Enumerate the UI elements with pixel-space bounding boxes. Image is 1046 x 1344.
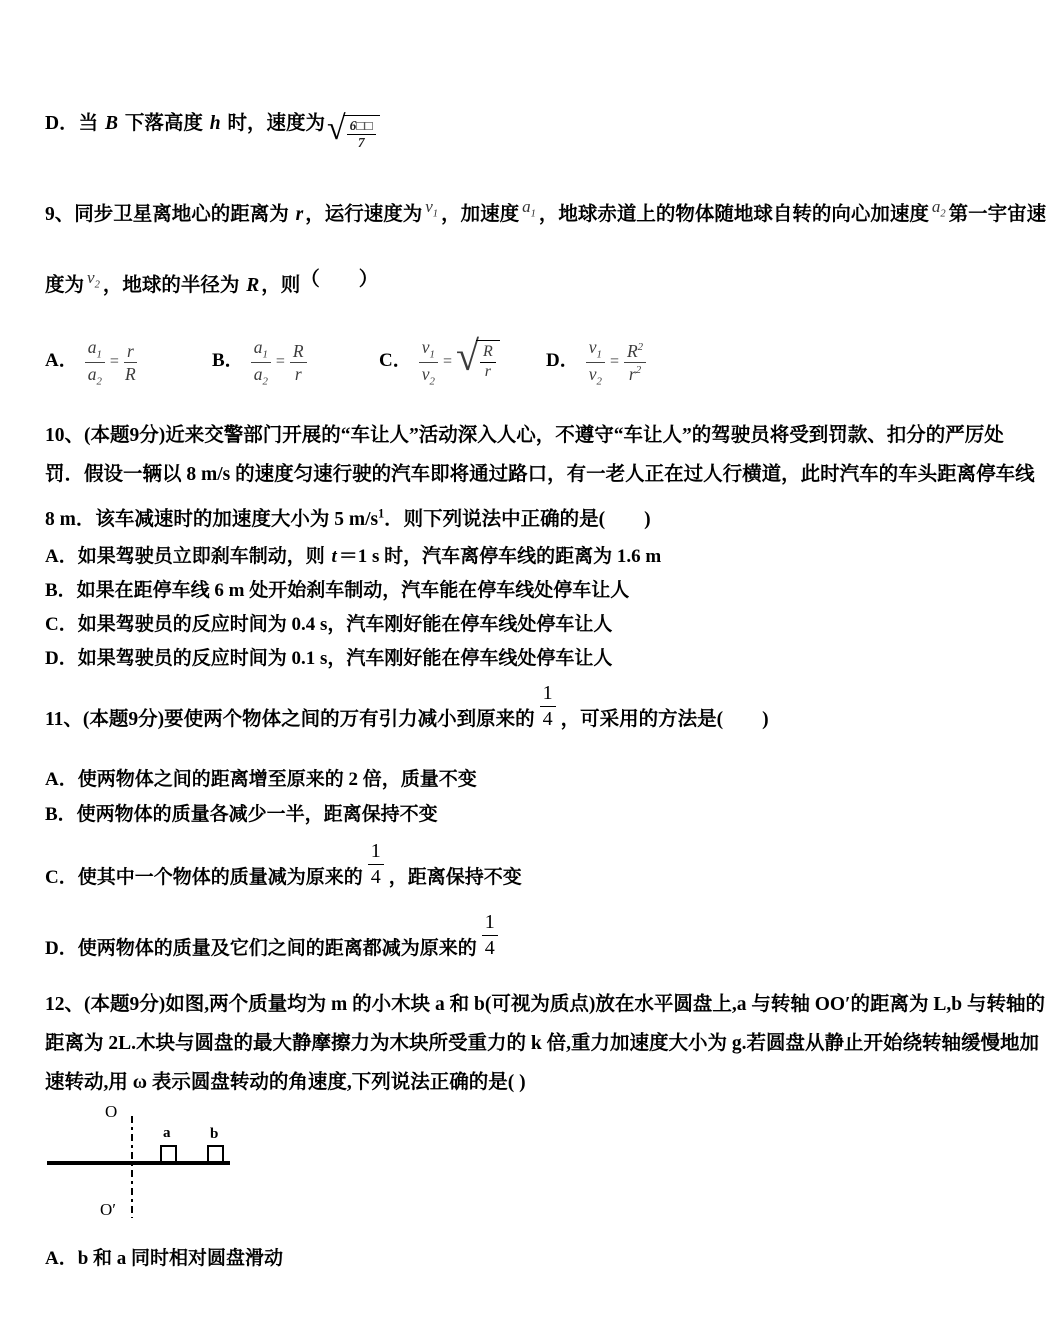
text-segment: 10、(本题9分)近来交警部门开展的“车让人”活动深入人心，不遵守“车让人”的驾驶员将受到罚款、扣分的严厉处: [45, 424, 1004, 446]
question-8-option-d: [45, 107, 912, 150]
question-11-option-b: [45, 800, 912, 829]
question-9-text-line-2: [45, 269, 912, 310]
square-root-expression: √ R r: [456, 340, 500, 381]
text-segment: =: [275, 353, 285, 371]
fraction: $\frac{r}{R}$: [124, 341, 136, 385]
question-9-option-b: [212, 337, 379, 388]
text-segment: $v_2$: [87, 268, 100, 291]
fraction: $\frac{R^2}{r^2}$: [624, 341, 646, 384]
block-b-label: b: [210, 1126, 219, 1143]
question-10-text-line-2: [45, 458, 1035, 492]
text-segment: =: [109, 353, 119, 371]
fraction: $\frac{a_1}{a_2}$: [85, 337, 105, 388]
text-segment: ，加速度: [441, 204, 520, 226]
question-10-option-a: [45, 542, 912, 571]
question-12-diagram: [47, 1104, 297, 1236]
text-segment: 下落高度: [119, 113, 208, 134]
question-10-text-line-3: [45, 497, 912, 538]
fraction: $\frac{1}{4}$: [540, 682, 556, 731]
question-11-option-a: [45, 765, 912, 794]
text-segment: 度为: [45, 275, 85, 297]
text-segment: B．如果在距停车线 6 m 处开始刹车制动，汽车能在停车线处停车让人: [45, 580, 630, 602]
question-10-option-d: [45, 644, 912, 673]
text-segment: =: [442, 353, 452, 371]
text-segment: $a_2$: [931, 197, 946, 220]
text-segment: 8 m．该车减速时的加速度大小为 5 $m/s^1$．则下列说法中正确的是( ): [45, 506, 651, 531]
fraction: $\frac{1}{4}$: [482, 911, 498, 960]
text-segment: A．: [45, 350, 78, 372]
question-9-text-line-1: [45, 197, 1046, 239]
text-segment: ，可采用的方法是( ): [560, 709, 769, 731]
text-segment: B．使两物体的质量各减少一半，距离保持不变: [45, 804, 438, 826]
text-segment: ＝1 s 时，汽车离停车线的距离为 1.6 m: [338, 546, 662, 568]
question-11-text: [45, 682, 912, 737]
text-segment: ，地球的半径为: [102, 275, 245, 297]
text-segment: 速转动,用 ω 表示圆盘转动的角速度,下列说法正确的是( ): [45, 1072, 526, 1094]
question-9-option-d: [546, 337, 713, 388]
radical-sign: √: [327, 110, 346, 147]
radical-sign: √: [455, 334, 480, 381]
text-segment: 罚．假设一辆以 8 m/s 的速度匀速行驶的汽车即将通过路口，有一老人正在过人行横道，此时汽车的车头距离停车线: [45, 463, 1035, 485]
disk-surface-line: [47, 1161, 230, 1165]
rotation-axis-dashed-line: [131, 1116, 133, 1218]
text-segment: C．如果驾驶员的反应时间为 0.4 s，汽车刚好能在停车线处停车让人: [45, 614, 613, 636]
text-segment: A．b 和 a 同时相对圆盘滑动: [45, 1248, 284, 1270]
question-10-option-b: [45, 576, 912, 605]
question-9-option-a: [45, 337, 212, 388]
text-segment: 9、同步卫星离地心的距离为: [45, 204, 294, 226]
fraction: $\frac{R}{r}$: [290, 341, 307, 384]
question-11-option-d: [45, 911, 912, 963]
text-segment: （ ）: [300, 269, 379, 291]
block-b-square: [207, 1145, 224, 1163]
text-segment: B．: [212, 350, 244, 372]
block-a-square: [160, 1145, 177, 1163]
text-segment: A．如果驾驶员立即刹车制动，则: [45, 546, 330, 568]
question-12-option-a: [45, 1244, 912, 1273]
fraction: $\frac{a_1}{a_2}$: [251, 337, 271, 388]
question-10-text-line-1: [45, 419, 1004, 453]
fraction: $\frac{1}{4}$: [368, 840, 384, 889]
text-segment: ，则: [261, 275, 301, 297]
question-11-option-c: [45, 840, 912, 892]
text-segment: 11、(本题9分)要使两个物体之间的万有引力减小到原来的: [45, 709, 535, 731]
text-segment: D．使两物体的质量及它们之间的距离都减为原来的: [45, 938, 477, 960]
text-segment: =: [609, 353, 619, 371]
fraction: $\frac{v_1}{v_2}$: [586, 337, 605, 388]
question-12-text-line-1: [45, 988, 1045, 1022]
text-segment: C．: [379, 350, 412, 372]
text-segment: h: [209, 113, 221, 134]
block-a-label: a: [163, 1125, 171, 1142]
question-10-options: [45, 542, 912, 673]
text-segment: A．使两物体之间的距离增至原来的 2 倍，质量不变: [45, 769, 477, 791]
fraction: $\frac{v_1}{v_2}$: [419, 337, 438, 388]
axis-label-o-prime: O′: [100, 1200, 116, 1220]
question-12-text-line-2: [45, 1027, 1039, 1061]
text-segment: $v_1$: [425, 197, 439, 220]
text-segment: r: [295, 204, 304, 226]
square-root-expression: √ 6□□ 7: [327, 115, 380, 150]
axis-label-o: O: [105, 1102, 118, 1122]
text-segment: C．使其中一个物体的质量减为原来的: [45, 867, 363, 889]
text-segment: R: [246, 275, 260, 297]
text-segment: 距离为 2L.木块与圆盘的最大静摩擦力为木块所受重力的 k 倍,重力加速度大小为 g.若圆盘从静止开始绕转轴缓慢地加: [45, 1033, 1039, 1055]
text-segment: $a_1$: [522, 197, 536, 220]
text-segment: D．: [546, 350, 579, 372]
question-12-text-line-3: [45, 1066, 912, 1100]
text-segment: 时，速度为: [222, 113, 325, 134]
text-segment: t: [331, 546, 337, 568]
question-9-options-row: [45, 331, 912, 395]
text-segment: D．当: [45, 113, 103, 134]
text-segment: ，运行速度为: [305, 204, 423, 226]
text-segment: D．如果驾驶员的反应时间为 0.1 s，汽车刚好能在停车线处停车让人: [45, 648, 613, 670]
text-segment: 第一宇宙速: [948, 204, 1046, 226]
text-segment: ，距离保持不变: [388, 867, 522, 889]
text-segment: B: [104, 113, 118, 134]
text-segment: 12、(本题9分)如图,两个质量均为 m 的小木块 a 和 b(可视为质点)放在水平圆盘上,a 与转轴 OO′的距离为 L,b 与转轴的: [45, 994, 1045, 1016]
question-9-option-c: [379, 334, 546, 388]
text-segment: ，地球赤道上的物体随地球自转的向心加速度: [538, 204, 929, 226]
question-10-option-c: [45, 610, 912, 639]
